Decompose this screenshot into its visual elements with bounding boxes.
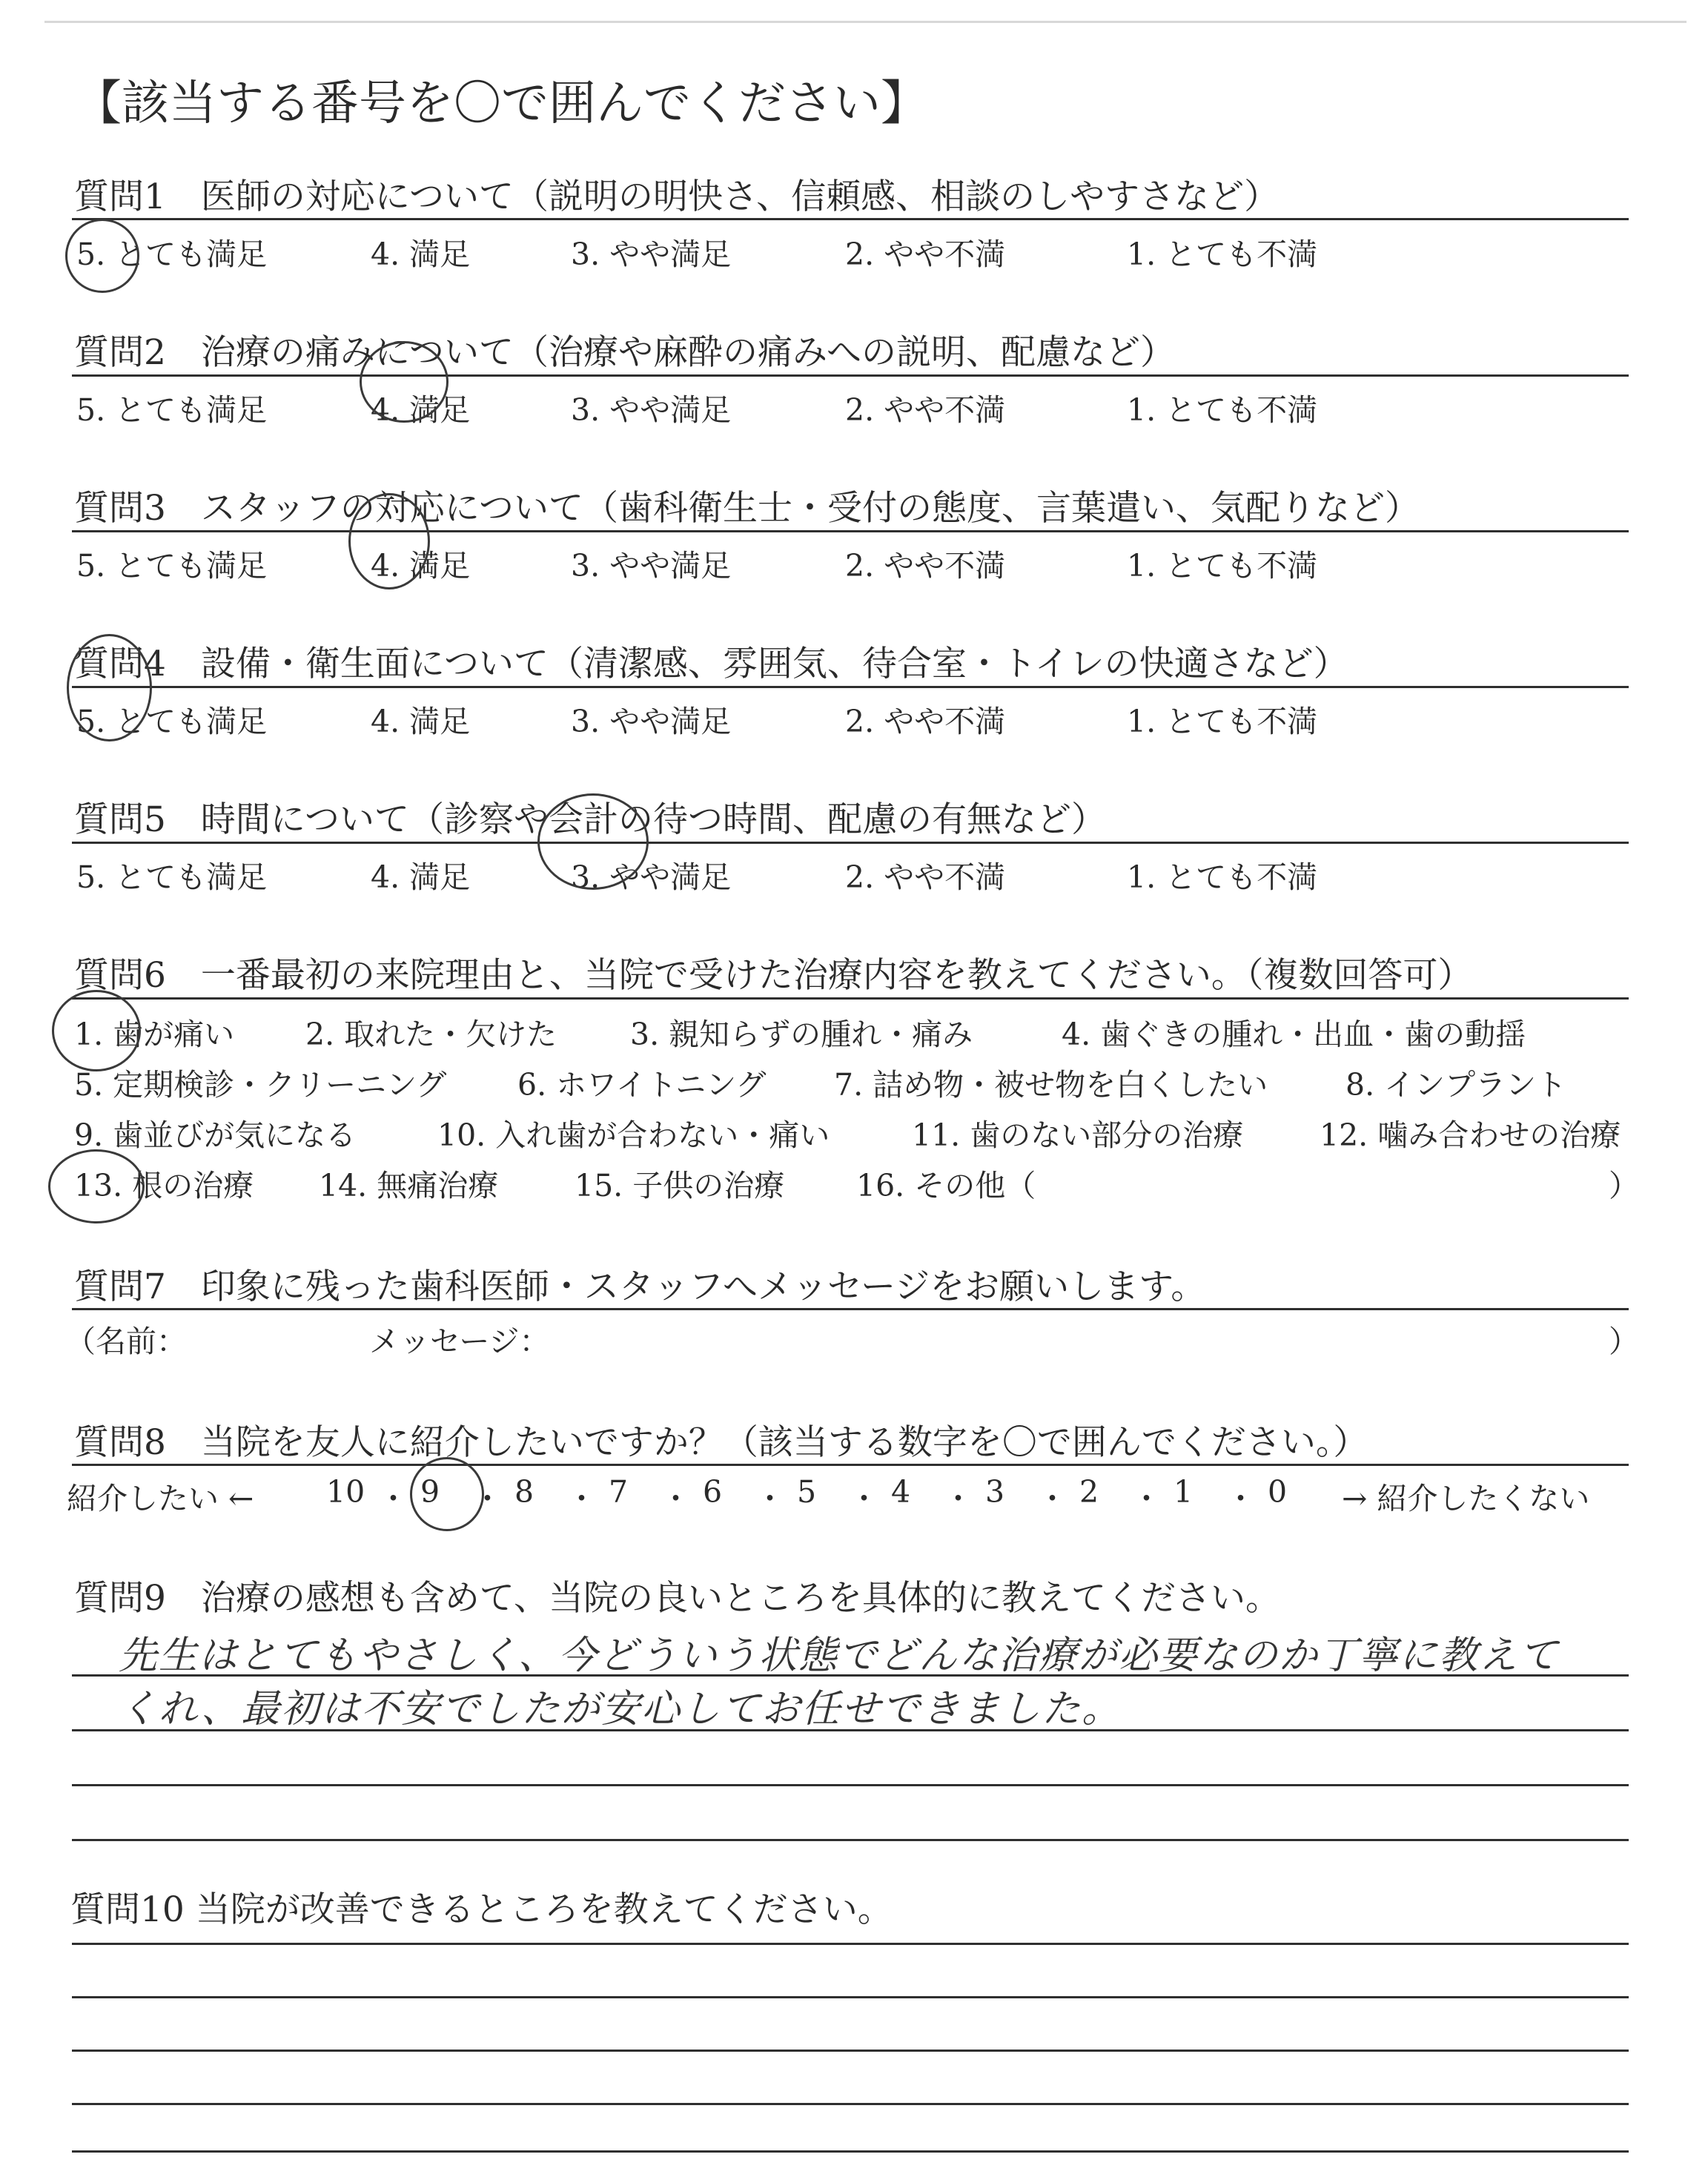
q8-scale-separator: ・ [472,1481,503,1516]
q4-option-4[interactable]: 4. 満足 [371,704,471,739]
q8-scale-value-7[interactable]: 7 [609,1474,629,1510]
q8-scale-value-4[interactable]: 4 [891,1474,911,1510]
q8-scale-separator: ・ [943,1481,973,1516]
q8-scale-separator: ・ [1131,1481,1162,1516]
q6-heading: 質問6 一番最初の来院理由と、当院で受けた治療内容を教えてください。（複数回答可） [74,955,1473,996]
q8-left-label: 紹介したい ← [67,1481,254,1516]
q2-option-2[interactable]: 2. やや不満 [845,392,1006,428]
q6-option-9[interactable]: 9. 歯並びが気になる [74,1117,357,1153]
q8-scale-value-5[interactable]: 5 [797,1474,817,1510]
q6-option-4[interactable]: 4. 歯ぐきの腫れ・出血・歯の動揺 [1062,1017,1526,1052]
q6-option-2[interactable]: 2. 取れた・欠けた [305,1017,557,1052]
q6-option-16[interactable]: 16. その他（ [856,1168,1036,1203]
q3-heading: 質問3 スタッフの対応について（歯科衛生士・受付の態度、言葉遣い、気配りなど） [74,488,1420,529]
q4-answer-circle [67,634,152,742]
q6-option-5[interactable]: 5. 定期検診・クリーニング [74,1067,447,1103]
q1-option-1[interactable]: 1. とても不満 [1127,237,1318,272]
q2-option-4[interactable]: 4. 満足 [371,392,471,428]
q6-option-7[interactable]: 7. 詰め物・被せ物を白くしたい [834,1067,1268,1103]
q6-option-13[interactable]: 13. 根の治療 [74,1168,254,1203]
q6-other-close: ） [1609,1168,1639,1203]
q2-option-1[interactable]: 1. とても不満 [1127,392,1318,428]
q9-line-3 [72,1784,1629,1786]
q8-right-label: → 紹介したくない [1342,1481,1590,1516]
q2-option-5[interactable]: 5. とても満足 [76,392,268,428]
q4-option-3[interactable]: 3. やや満足 [571,704,732,739]
q2-rule [72,374,1629,377]
q2-answer-circle [360,341,448,423]
q8-scale-value-10[interactable]: 10 [326,1474,365,1510]
q4-option-1[interactable]: 1. とても不満 [1127,704,1318,739]
q8-rule [72,1464,1629,1466]
q9-heading: 質問9 治療の感想も含めて、当院の良いところを具体的に教えてください。 [74,1578,1280,1619]
q9-line-4 [72,1839,1629,1841]
q7-rule [72,1308,1629,1310]
q7-message-label: メッセージ： [369,1324,550,1359]
q8-scale-separator: ・ [849,1481,879,1516]
q1-option-4[interactable]: 4. 満足 [371,237,471,272]
q8-scale-value-6[interactable]: 6 [703,1474,723,1510]
q3-answer-circle [348,493,430,589]
q3-option-5[interactable]: 5. とても満足 [76,548,268,584]
q2-option-3[interactable]: 3. やや満足 [571,392,732,428]
q8-scale-separator: ・ [566,1481,597,1516]
q5-option-3[interactable]: 3. やや満足 [571,859,732,895]
q10-heading: 質問10 当院が改善できるところを教えてください。 [70,1889,893,1930]
q8-heading: 質問8 当院を友人に紹介したいですか？（該当する数字を〇で囲んでください。） [74,1422,1368,1463]
q5-answer-circle [537,793,649,890]
q7-heading: 質問7 印象に残った歯科医師・スタッフへメッセージをお願いします。 [74,1266,1206,1307]
q6-option-14[interactable]: 14. 無痛治療 [319,1168,499,1203]
q9-answer-line-1: 先生はとてもやさしく、今どういう状態でどんな治療が必要なのか丁寧に教えて [119,1634,1559,1678]
q4-heading: 質問4 設備・衛生面について（清潔感、雰囲気、待合室・トイレの快適さなど） [74,644,1348,684]
q8-scale-value-8[interactable]: 8 [514,1474,534,1510]
q4-rule [72,686,1629,688]
q6-option-11[interactable]: 11. 歯のない部分の治療 [912,1117,1244,1153]
top-border [44,21,1687,23]
q10-line-5 [72,2150,1629,2153]
q1-answer-circle [65,219,139,293]
q1-option-3[interactable]: 3. やや満足 [571,237,732,272]
q6-answer-circle-1 [52,990,141,1071]
q3-option-3[interactable]: 3. やや満足 [571,548,732,584]
q10-line-1 [72,1943,1629,1945]
q4-option-5[interactable]: 5. とても満足 [76,704,268,739]
q8-scale-value-3[interactable]: 3 [985,1474,1005,1510]
q6-rule [72,997,1629,1000]
q6-option-8[interactable]: 8. インプラント [1345,1067,1567,1103]
q8-scale-separator: ・ [378,1481,408,1516]
q6-option-6[interactable]: 6. ホワイトニング [517,1067,767,1103]
q8-scale-separator: ・ [1037,1481,1068,1516]
q3-option-1[interactable]: 1. とても不満 [1127,548,1318,584]
q10-line-3 [72,2050,1629,2052]
q8-scale-value-2[interactable]: 2 [1079,1474,1099,1510]
q6-option-12[interactable]: 12. 噛み合わせの治療 [1320,1117,1621,1153]
q6-option-3[interactable]: 3. 親知らずの腫れ・痛み [630,1017,973,1052]
q3-rule [72,530,1629,532]
page-title: 【該当する番号を〇で囲んでください】 [74,76,928,131]
q5-option-1[interactable]: 1. とても不満 [1127,859,1318,895]
q1-rule [72,218,1629,220]
q5-heading: 質問5 時間について（診察や会計の待つ時間、配慮の有無など） [74,799,1106,840]
q8-scale-value-1[interactable]: 1 [1174,1474,1194,1510]
q8-scale-separator: ・ [661,1481,691,1516]
q7-close: ） [1609,1324,1639,1359]
q8-scale-value-9[interactable]: 9 [420,1474,440,1510]
q10-line-2 [72,1996,1629,1998]
q4-option-2[interactable]: 2. やや不満 [845,704,1006,739]
q1-option-5[interactable]: 5. とても満足 [76,237,268,272]
q8-scale-separator: ・ [1225,1481,1256,1516]
q8-answer-circle [410,1457,484,1531]
q5-option-5[interactable]: 5. とても満足 [76,859,268,895]
q2-heading: 質問2 治療の痛みについて（治療や麻酔の痛みへの説明、配慮など） [74,332,1176,373]
q3-option-2[interactable]: 2. やや不満 [845,548,1006,584]
q3-option-4[interactable]: 4. 満足 [371,548,471,584]
q1-option-2[interactable]: 2. やや不満 [845,237,1006,272]
q6-option-1[interactable]: 1. 歯が痛い [74,1017,235,1052]
q6-option-10[interactable]: 10. 入れ歯が合わない・痛い [437,1117,830,1153]
q1-heading: 質問1 医師の対応について（説明の明快さ、信頼感、相談のしやすさなど） [74,176,1280,217]
q10-line-4 [72,2103,1629,2105]
q6-answer-circle-13 [48,1149,145,1223]
q5-option-4[interactable]: 4. 満足 [371,859,471,895]
q7-name-label: （名前： [65,1324,187,1359]
q9-answer-line-2: くれ、最初は不安でしたが安心してお任せできました。 [119,1687,1122,1731]
q6-option-15[interactable]: 15. 子供の治療 [575,1168,785,1203]
q5-option-2[interactable]: 2. やや不満 [845,859,1006,895]
q5-rule [72,842,1629,844]
q8-scale-value-0[interactable]: 0 [1268,1474,1288,1510]
q8-scale-separator: ・ [755,1481,785,1516]
